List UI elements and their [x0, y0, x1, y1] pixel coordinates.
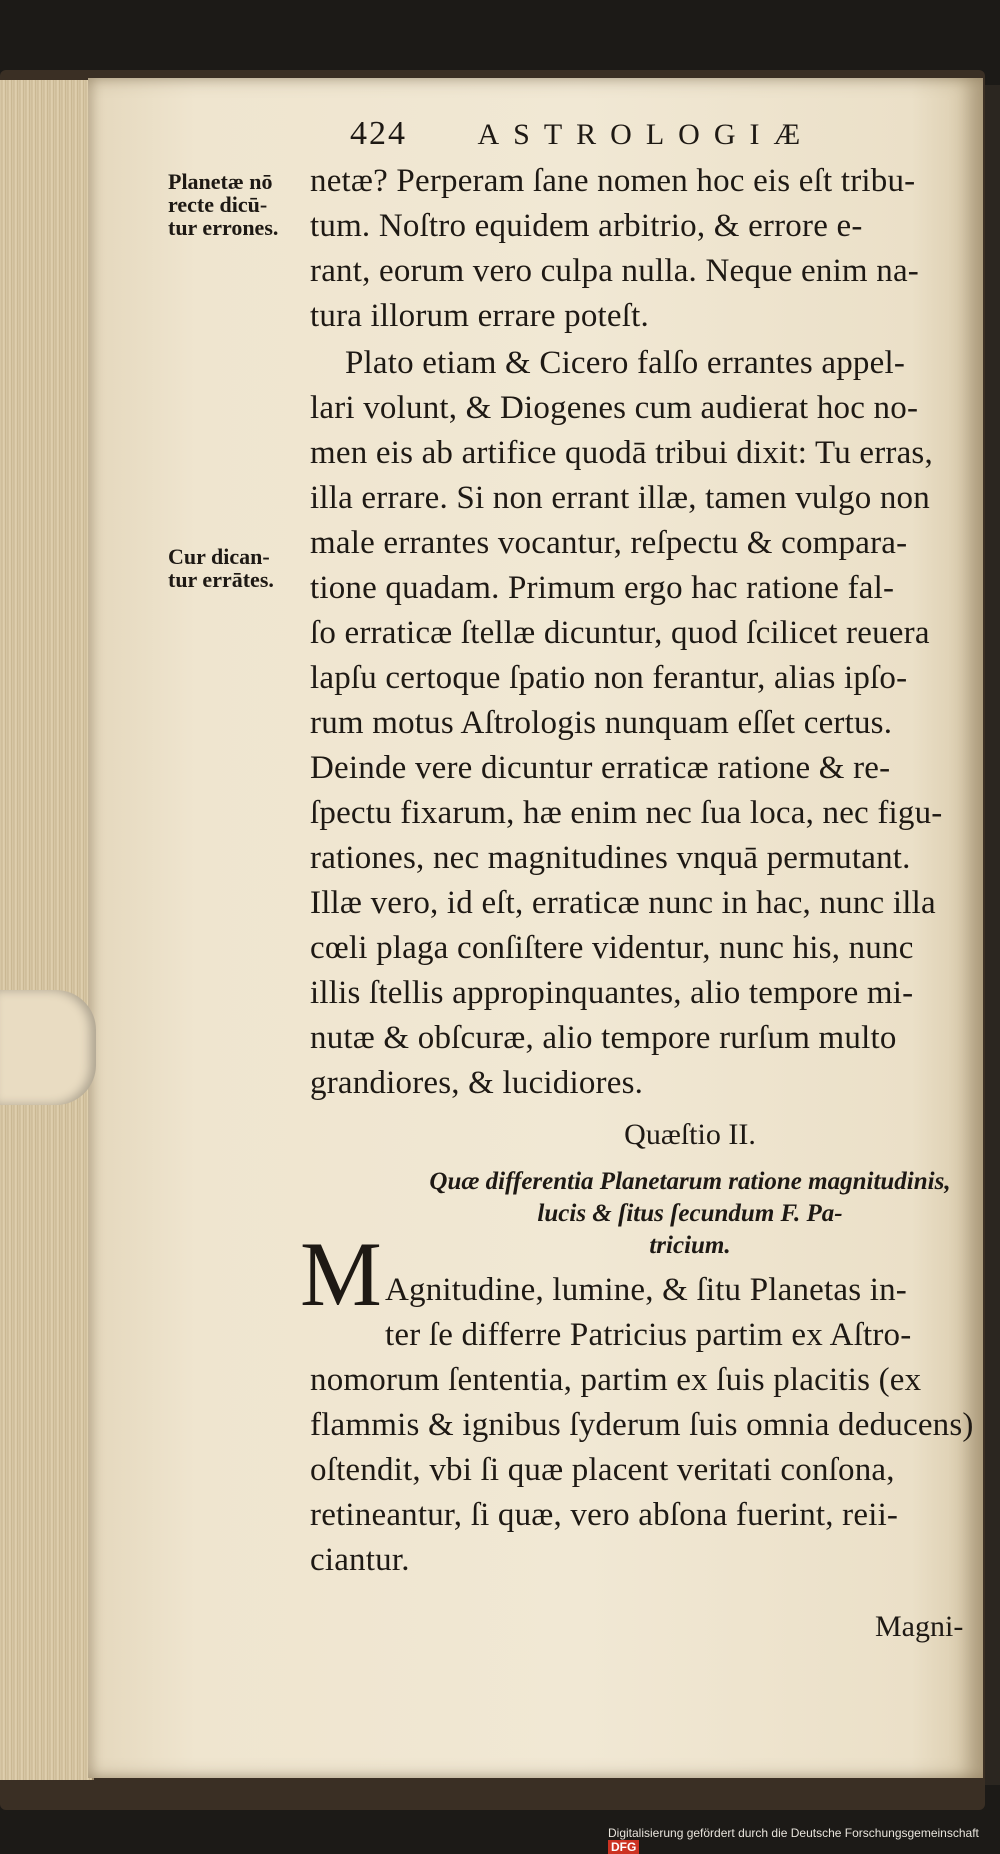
body-line: illa errare. Si non errant illæ, tamen vulgo non: [310, 480, 930, 516]
body-line: nutæ & obſcuræ, alio tempore rurſum multo: [310, 1020, 897, 1056]
margin-note-line: tur errātes.: [168, 567, 274, 593]
running-title: ASTROLOGIÆ: [477, 118, 815, 151]
question-title-line: lucis & ſitus ſecundum F. Pa-: [537, 1200, 843, 1227]
body-line: grandiores, & lucidiores.: [310, 1065, 644, 1101]
body-line: rant, eorum vero culpa nulla. Neque enim na-: [310, 253, 919, 289]
margin-note-line: recte dicū-: [168, 192, 268, 218]
body-line: retineantur, ſi quæ, vero abſona fuerint, reii-: [310, 1497, 899, 1533]
body-line: nomorum ſententia, partim ex ſuis placitis (ex: [310, 1362, 922, 1398]
body-line: ſpectu fixarum, hæ enim nec ſua loca, nec figu-: [310, 795, 943, 831]
body-line: rum motus Aſtrologis nunquam eſſet certus.: [310, 705, 893, 741]
digitization-credit: [608, 1826, 1000, 1854]
body-line: Deinde vere dicuntur erraticæ ratione & re-: [310, 750, 891, 786]
body-line: oſtendit, vbi ſi quæ placent veritati conſona,: [310, 1452, 895, 1488]
margin-note-errones: [168, 170, 278, 239]
credit-text: Digitalisierung gefördert durch die Deutsche Forschungsgemeinschaft: [608, 1826, 979, 1840]
body-line: ſo erraticæ ſtellæ dicuntur, quod ſcilicet reuera: [310, 615, 930, 651]
running-header: [350, 115, 814, 153]
book-clasp: [0, 990, 96, 1105]
margin-note-line: Cur dican-: [168, 544, 270, 569]
body-line: flammis & ignibus ſyderum ſuis omnia deducens): [310, 1407, 974, 1443]
body-line: ciantur.: [310, 1542, 410, 1578]
margin-note-line: Planetæ nō: [168, 169, 273, 194]
body-line: tura illorum errare poteſt.: [310, 298, 649, 334]
body-line: Illæ vero, id eſt, erraticæ nunc in hac, nunc illa: [310, 885, 936, 921]
body-line: Plato etiam & Cicero falſo errantes appel-: [345, 345, 906, 381]
body-line: illis ſtellis appropinquantes, alio tempore mi-: [310, 975, 914, 1011]
page-number: 424: [350, 115, 407, 152]
body-line: tione quadam. Primum ergo hac ratione fal-: [310, 570, 895, 606]
body-line: netæ? Perperam ſane nomen hoc eis eſt tribu-: [310, 163, 916, 199]
margin-note-errantes: [168, 545, 274, 591]
body-line: cœli plaga conſiſtere videntur, nunc his, nunc: [310, 930, 914, 966]
body-line: men eis ab artifice quodā tribui dixit: Tu erras,: [310, 435, 933, 471]
body-line: rationes, nec magnitudines vnquā permutant.: [310, 840, 911, 876]
right-edge: [985, 85, 1000, 1785]
body-line: male errantes vocantur, reſpectu & compara-: [310, 525, 908, 561]
question-title-line: tricium.: [649, 1232, 731, 1259]
drop-cap: M: [300, 1223, 382, 1325]
catchword: Magni-: [875, 1610, 964, 1643]
page-edges: [0, 80, 94, 1780]
question-title-line: Quæ differentia Planetarum ratione magnitudinis,: [429, 1168, 951, 1195]
body-line: lari volunt, & Diogenes cum audierat hoc no-: [310, 390, 919, 426]
margin-note-line: tur errones.: [168, 215, 279, 241]
dfg-logo: DFG: [608, 1840, 639, 1854]
body-line: lapſu certoque ſpatio non ferantur, alias ipſo-: [310, 660, 908, 696]
body-line: Agnitudine, lumine, & ſitu Planetas in-: [385, 1272, 907, 1308]
body-line: ter ſe differre Patricius partim ex Aſtro-: [385, 1317, 912, 1353]
question-label: Quæſtio II.: [624, 1118, 756, 1151]
body-line: tum. Noſtro equidem arbitrio, & errore e-: [310, 208, 863, 244]
